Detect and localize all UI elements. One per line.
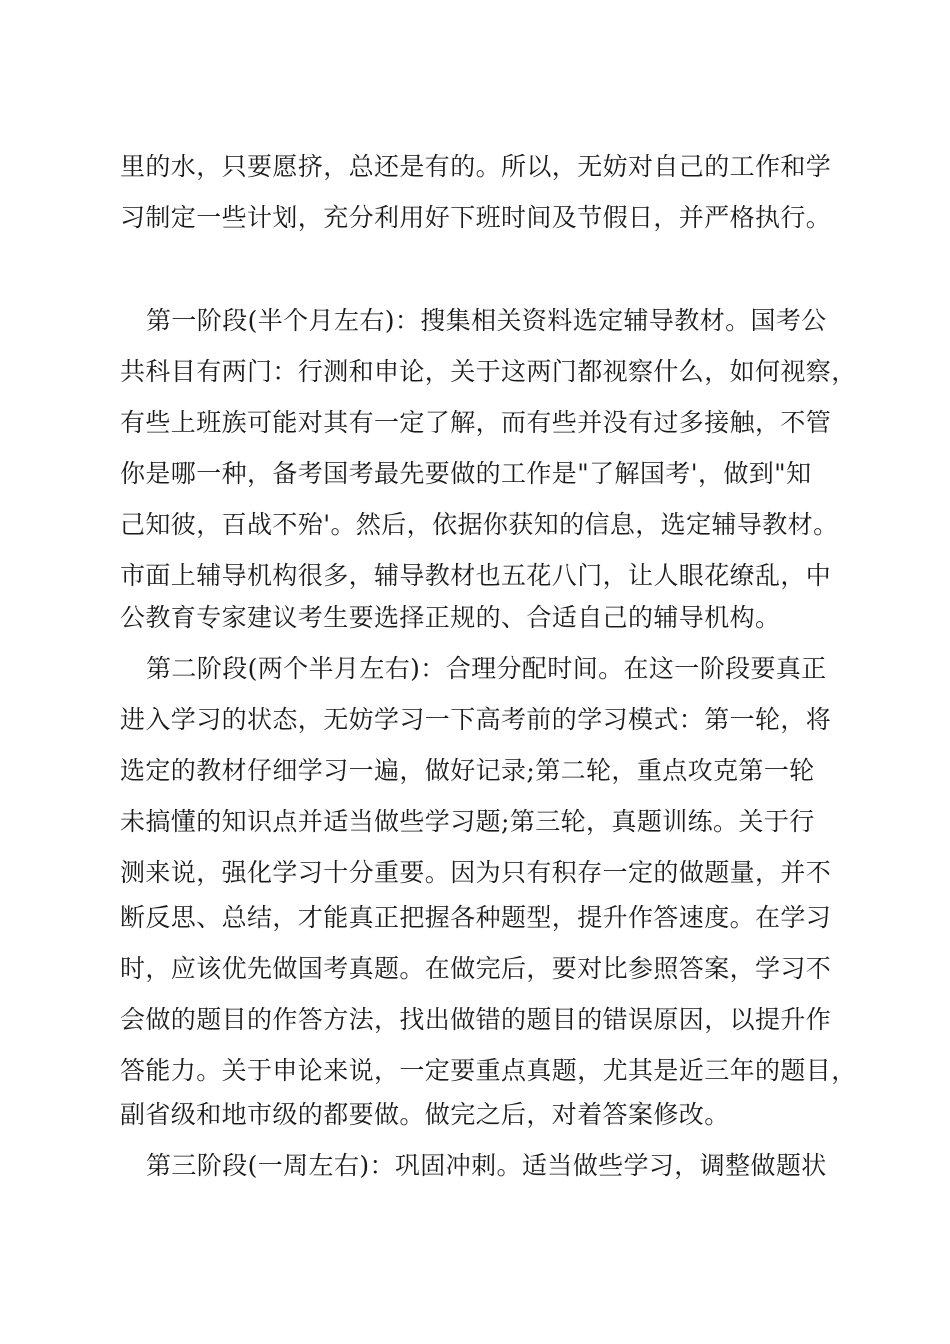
text-line: 你是哪一种，备考国考最先要做的工作是"了解国考'，做到"知 (120, 459, 812, 488)
text-line: 习制定一些计划，充分利用好下班时间及节假日，并严格执行。 (120, 203, 832, 232)
paragraph-stage-one-start: 第一阶段(半个月左右)：搜集相关资料选定辅导教材。国考公 (146, 306, 827, 335)
paragraph-stage-three-start: 第三阶段(一周左右)：巩固冲刺。适当做些学习，调整做题状 (146, 1151, 827, 1180)
text-line: 断反思、总结，才能真正把握各种题型，提升作答速度。在学习 (120, 903, 832, 932)
text-line: 进入学习的状态，无妨学习一下高考前的学习模式：第一轮，将 (120, 705, 832, 734)
text-line: 有些上班族可能对其有一定了解，而有些并没有过多接触，不管 (120, 408, 832, 437)
text-line: 未搞懂的知识点并适当做些学习题;第三轮，真题训练。关于行 (120, 807, 815, 836)
text-line: 选定的教材仔细学习一遍，做好记录;第二轮，重点攻克第一轮 (120, 756, 815, 785)
paragraph-stage-two-start: 第二阶段(两个半月左右)：合理分配时间。在这一阶段要真正 (146, 654, 827, 683)
text-line: 公教育专家建议考生要选择正规的、合适自己的辅导机构。 (120, 603, 781, 632)
text-line: 会做的题目的作答方法，找出做错的题目的错误原因，以提升作 (120, 1005, 832, 1034)
text-line: 己知彼，百战不殆'。然后，依据你获知的信息，选定辅导教材。 (120, 510, 839, 539)
text-line: 共科目有两门：行测和申论，关于这两门都视察什么，如何视察， (120, 357, 857, 386)
text-line: 里的水，只要愿挤，总还是有的。所以，无妨对自己的工作和学 (120, 152, 832, 181)
text-line: 时，应该优先做国考真题。在做完后，要对比参照答案，学习不 (120, 954, 832, 983)
text-line: 副省级和地市级的都要做。做完之后，对着答案修改。 (120, 1100, 730, 1129)
text-line: 市面上辅导机构很多，辅导教材也五花八门，让人眼花缭乱，中 (120, 561, 832, 590)
text-line: 答能力。关于申论来说，一定要重点真题，尤其是近三年的题目， (120, 1056, 857, 1085)
text-line: 测来说，强化学习十分重要。因为只有积存一定的做题量，并不 (120, 858, 832, 887)
